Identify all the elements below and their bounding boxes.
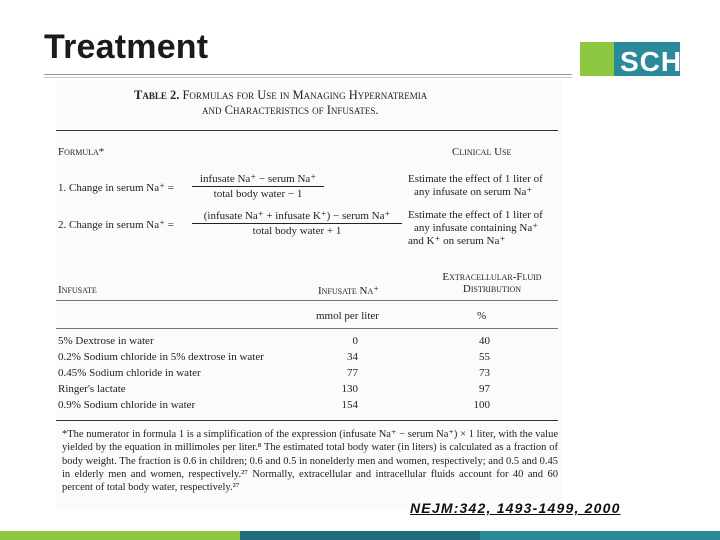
infusate-na: 77 — [347, 367, 358, 379]
formula-2-use-line: Estimate the effect of 1 liter of — [408, 209, 543, 221]
slide-title: Treatment — [44, 28, 209, 66]
title-underline — [44, 74, 572, 75]
citation: NEJM:342, 1493-1499, 2000 — [410, 500, 621, 516]
caption-title-line2: and Characteristics of Infusates. — [202, 103, 379, 117]
title-underline-secondary — [44, 77, 572, 78]
infusate-name: 5% Dextrose in water — [58, 335, 154, 347]
logo-text: SCH — [620, 46, 683, 77]
infusate-ecf: 100 — [473, 399, 490, 411]
formula-1-use-line: Estimate the effect of 1 liter of — [408, 173, 543, 185]
formula-2-use-line: any infusate containing Na⁺ — [414, 222, 539, 234]
table-footnote: *The numerator in formula 1 is a simplification of the expression (infusate Na⁺ − serum Na⁺) × 1 liter, with the value yielded by the equation in millimoles per liter.⁸ The estimated total body water (in liters) is calculated as a fraction of body weight. The fraction is 0.6 in children; 0.6 and 0.5 in nonelderly men and women, respectively; and 0.5 and 0.45 in elderly men and women, respectively.²⁷ Normally, extracellular and intracellular fluids account for 40 and 60 percent of total body water, respectively.²⁷ — [62, 429, 558, 494]
ecf-header — [432, 271, 552, 295]
formula-1-numerator: infusate Na⁺ − serum Na⁺ — [199, 173, 317, 185]
table-top-rule — [56, 130, 558, 131]
infusate-na: 34 — [347, 351, 358, 363]
ecf-header-line: Distribution — [462, 283, 522, 295]
infusate-ecf: 55 — [479, 351, 490, 363]
sch-logo — [580, 42, 683, 77]
infusate-ecf: 97 — [479, 383, 490, 395]
table-bottom-rule — [56, 420, 558, 421]
formula-1-label: 1. Change in serum Na⁺ = — [58, 182, 174, 194]
infusate-na: 0 — [352, 335, 358, 347]
caption-label: Table 2. — [134, 88, 180, 102]
caption-title-line1: Formulas for Use in Managing Hypernatremia — [182, 88, 428, 102]
infusate-name: 0.9% Sodium chloride in water — [58, 399, 196, 411]
table-2-image — [56, 80, 562, 510]
formula-1-denominator: total body water − 1 — [213, 188, 303, 200]
formula-1-fraction — [192, 172, 324, 200]
clinical-use-header: Clinical Use — [452, 146, 512, 158]
infusate-ecf: 40 — [479, 335, 490, 347]
formula-2-label: 2. Change in serum Na⁺ = — [58, 219, 174, 231]
footer-bar-teal — [240, 531, 480, 540]
formula-2-use-line: and K⁺ on serum Na⁺ — [408, 235, 506, 247]
formula-2-numerator: (infusate Na⁺ + infusate K⁺) − serum Na⁺ — [203, 210, 391, 222]
fraction-bar — [192, 186, 324, 187]
ecf-header-line: Extracellular-Fluid — [442, 271, 542, 283]
fraction-bar — [192, 223, 402, 224]
formula-2-denominator: total body water + 1 — [252, 225, 342, 237]
infusate-na: 130 — [341, 383, 358, 395]
infusate-name: 0.2% Sodium chloride in 5% dextrose in water — [58, 351, 264, 363]
ecf-unit: % — [477, 310, 487, 322]
infusate-name: 0.45% Sodium chloride in water — [58, 367, 201, 379]
infusate-name: Ringer's lactate — [58, 383, 126, 395]
unit-rule — [56, 328, 558, 329]
table-caption — [134, 88, 427, 118]
formula-1-use-line: any infusate on serum Na⁺ — [414, 186, 533, 198]
infusate-ecf: 73 — [479, 367, 490, 379]
footer-bar-light-teal — [480, 531, 720, 540]
formula-2-use — [408, 209, 543, 248]
logo-green-block — [580, 42, 614, 76]
formula-header: Formula* — [58, 146, 105, 158]
infusate-header: Infusate — [58, 284, 97, 296]
na-unit: mmol per liter — [316, 310, 379, 322]
infusate-na: 154 — [341, 399, 358, 411]
formula-2-fraction — [192, 209, 402, 237]
formula-1-use — [408, 173, 543, 199]
footer-bar-green — [0, 531, 240, 540]
infusate-na-header: Infusate Na⁺ — [318, 285, 380, 297]
header-rule — [56, 300, 558, 301]
